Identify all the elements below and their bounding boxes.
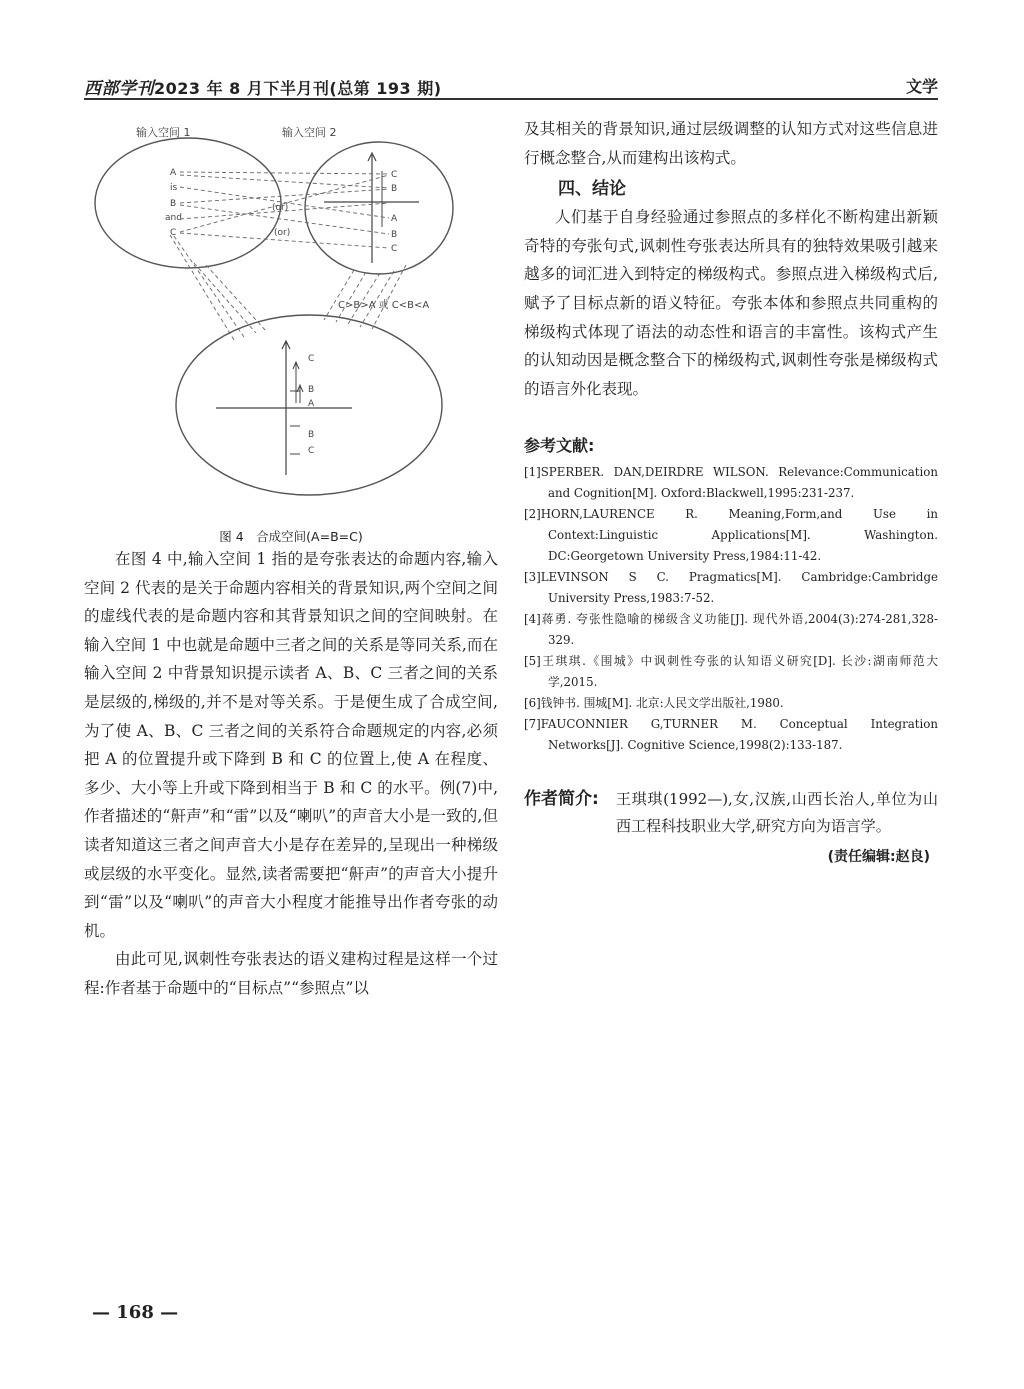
left-paragraph-1: 在图 4 中,输入空间 1 指的是夸张表达的命题内容,输入空间 2 代表的是关于命题内容相关的背景知识,两个空间之间的虚线代表的是命题内容和其背景知识之间的空间映射。在输入空间 1 中也就是命题中三者之间的关系是等同关系,而在输入空间 2 中背景知识提示读者 A、B、C 三者之间的关系是层级的,梯级的,并不是对等关系。于是便生成了合成空间,为了使 A、B、C 三者之间的关系符合命题规定的内容,必须把 A 的位置提升或下降到 B 和 C 的位置上,使 A 在程度、多少、大小等上升或下降到相当于 B 和 C 的水平。例(7)中,作者描述的“鼾声”和“雷”以及“喇叭”的声音大小是一致的,但读者知道这三者之间声音大小是存在差异的,呈现出一种梯级或层级的水平变化。显然,读者需要把“鼾声”的声音大小提升到“雷”以及“喇叭”的声音大小程度才能推导出作者夸张的动机。: [84, 550, 498, 940]
left-paragraph-2: 由此可见,讽刺性夸张表达的语义建构过程是这样一个过程:作者基于命题中的“目标点”“参照点”以: [84, 950, 498, 997]
label-space-2: 输入空间 2: [282, 126, 337, 139]
reference-item: [4]蒋勇. 夸张性隐喻的梯级含义功能[J]. 现代外语,2004(3):274-281,328-329.: [524, 612, 938, 648]
right-continuation: 及其相关的背景知识,通过层级调整的认知方式对这些信息进行概念整合,从而建构出该构式。: [524, 120, 938, 167]
s1-and: and: [165, 213, 182, 223]
figure-4: [84, 115, 498, 525]
or-label-1: (or): [272, 203, 289, 213]
blend-diagram: [84, 115, 498, 525]
s1-A: A: [170, 168, 177, 178]
reference-item: [3]LEVINSON S C. Pragmatics[M]. Cambridge:Cambridge University Press,1983:7-52.: [524, 570, 938, 606]
editor-note: (责任编辑:赵良): [827, 849, 930, 866]
running-header: [84, 72, 938, 100]
right-column: [524, 115, 938, 866]
s2-B-top: B: [391, 184, 398, 194]
author-bio: [524, 786, 938, 840]
header-journal: [84, 74, 442, 99]
b-B-bottom: B: [308, 430, 315, 440]
page-number: — 168 —: [92, 1302, 179, 1323]
left-column: [84, 115, 498, 1003]
references-title: 参考文献:: [524, 436, 595, 456]
s2-C-bottom: C: [391, 244, 398, 254]
figure-caption: 图 4 合成空间(A=B=C): [219, 529, 363, 544]
mapping-lines: [170, 172, 406, 340]
s2-B-bottom: B: [391, 230, 398, 240]
section-title: 四、结论: [558, 179, 626, 200]
b-C-bottom: C: [308, 446, 315, 456]
journal-logo: 西部学刊: [84, 79, 154, 99]
header-section: 文学: [905, 77, 938, 96]
reference-item: [5]王琪琪.《围城》中讽刺性夸张的认知语义研究[D]. 长沙:湖南师范大学,2015.: [524, 654, 938, 690]
input-space-1-ellipse: [95, 138, 281, 268]
s1-is: is: [170, 183, 178, 193]
b-C-top: C: [308, 354, 315, 364]
s1-C: C: [170, 228, 177, 238]
author-label: 作者简介:: [524, 789, 599, 810]
author-text: 王琪琪(1992—),女,汉族,山西长治人,单位为山西工程科技职业大学,研究方向为语言学。: [616, 790, 938, 836]
s2-A: A: [391, 214, 398, 224]
b-A: A: [308, 399, 315, 409]
label-space-1: 输入空间 1: [136, 126, 191, 139]
reference-item: [2]HORN,LAURENCE R. Meaning,Form,and Use in Context:Linguistic Applications[M]. Washington. DC:Georgetown University Press,1984:11-42.: [524, 507, 938, 564]
or-label-2: (or): [274, 228, 291, 238]
conclusion-paragraph: 人们基于自身经验通过参照点的多样化不断构建出新颖奇特的夸张句式,讽刺性夸张表达所具有的独特效果吸引越来越多的词汇进入到特定的梯级构式。参照点进入梯级构式后,赋予了目标点新的语义特征。夸张本体和参照点共同重构的梯级构式体现了语法的动态性和语言的丰富性。该构式产生的认知动因是概念整合下的梯级构式,讽刺性夸张是梯级构式的语言外化表现。: [524, 208, 938, 398]
s1-B: B: [170, 199, 177, 209]
reference-item: [7]FAUCONNIER G,TURNER M. Conceptual Integration Networks[J]. Cognitive Science,1998(2):133-187.: [524, 717, 938, 753]
reference-item: [1]SPERBER. DAN,DEIRDRE WILSON. Relevance:Communication and Cognition[M]. Oxford:Blackwell,1995:231-237.: [524, 465, 938, 501]
relation-label: C>B>A 或 C<B<A: [338, 300, 430, 311]
issue-info: 2023 年 8 月下半月刊(总第 193 期): [154, 79, 442, 98]
s2-C-top: C: [391, 170, 398, 180]
reference-item: [6]钱钟书. 围城[M]. 北京:人民文学出版社,1980.: [524, 696, 784, 711]
b-B-top: B: [308, 385, 315, 395]
